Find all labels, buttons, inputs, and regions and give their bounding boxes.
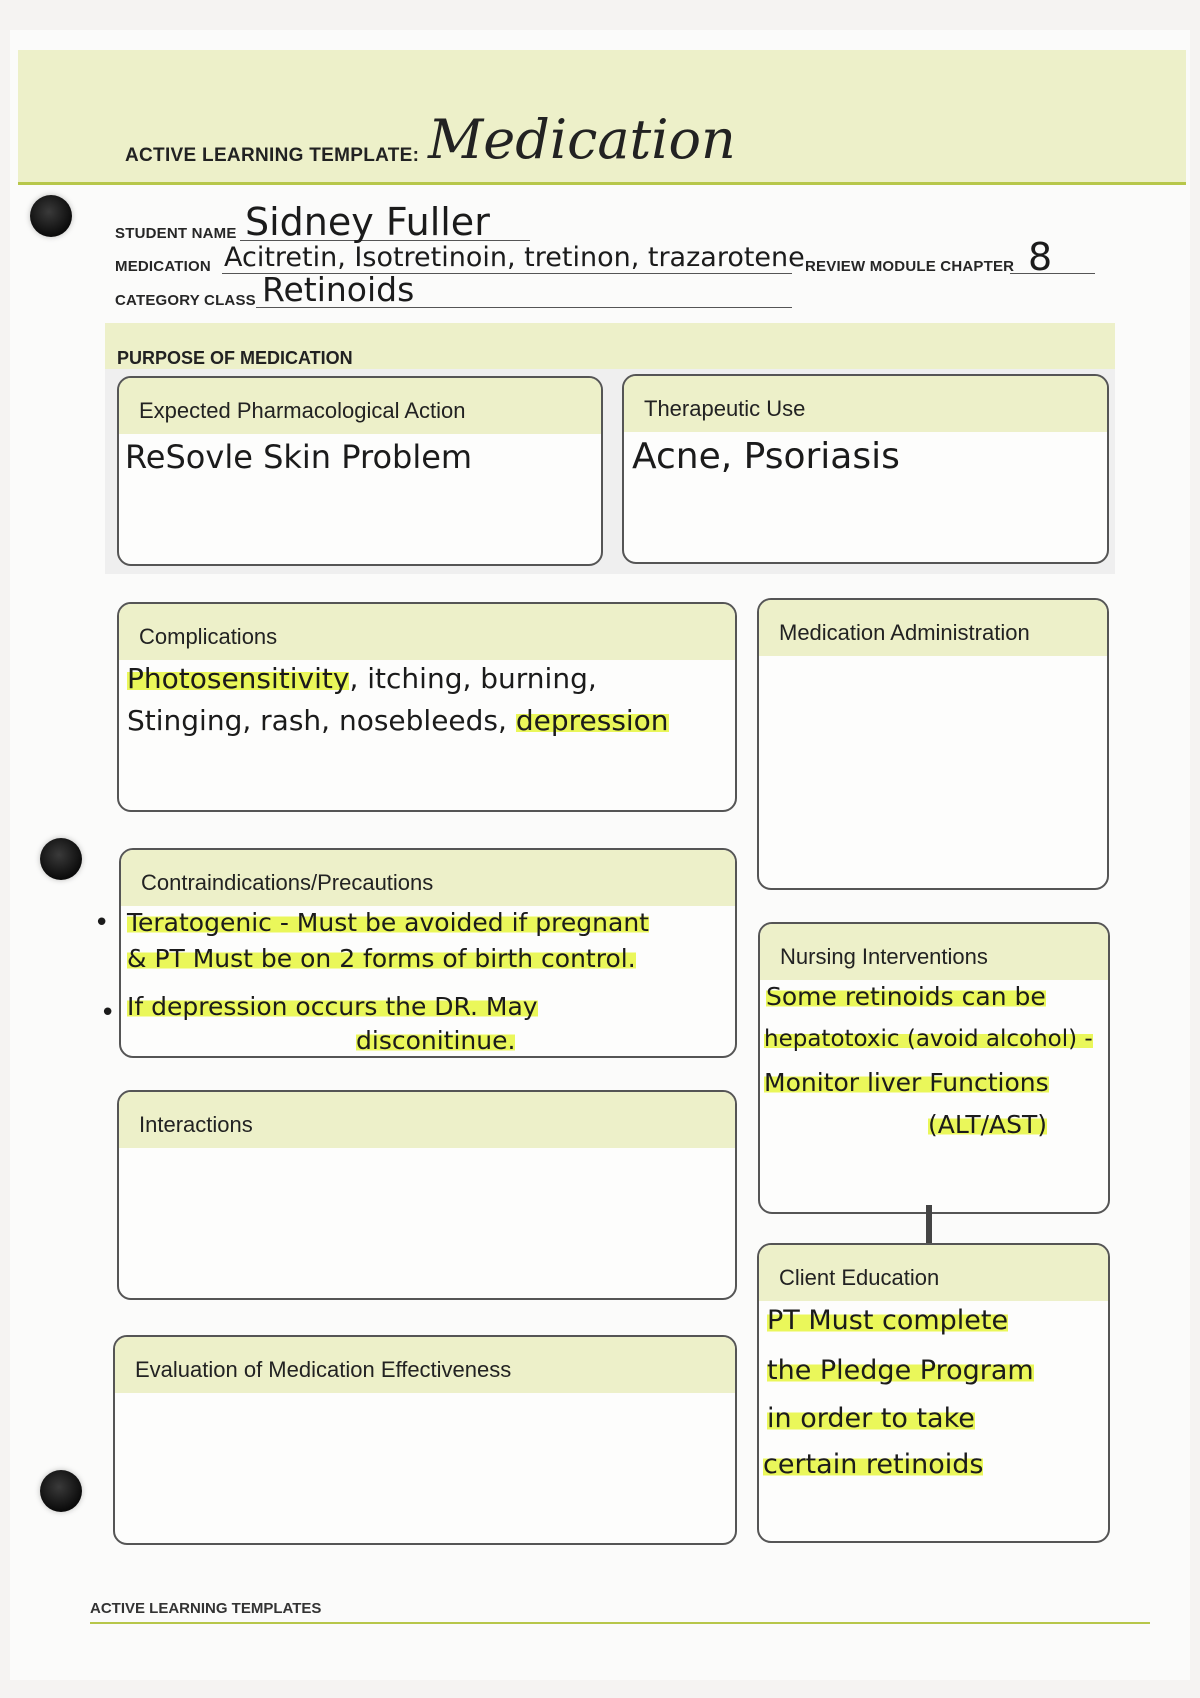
complications-line-1 <box>127 662 597 695</box>
template-prefix: ACTIVE LEARNING TEMPLATE: <box>125 145 420 166</box>
interactions-header <box>119 1092 735 1148</box>
therapeutic-use-box <box>622 374 1109 564</box>
nursing-interventions-title: Nursing Interventions <box>780 944 988 969</box>
medication-value: Acitretin, Isotretinoin, tretinon, trazarotene <box>224 242 805 273</box>
contraindications-title: Contraindications/Precautions <box>141 870 434 895</box>
interactions-box <box>117 1090 737 1300</box>
client-education-line-4-text: certain retinoids <box>763 1449 984 1480</box>
review-module-value: 8 <box>1028 235 1053 279</box>
evaluation-header <box>115 1337 735 1393</box>
template-title: Medication <box>428 108 736 171</box>
client-education-line-3-text: in order to take <box>767 1403 975 1434</box>
client-education-header <box>759 1245 1108 1301</box>
complications-title: Complications <box>139 624 278 649</box>
therapeutic-use-text: Acne, Psoriasis <box>632 436 900 477</box>
client-education-line-1 <box>767 1305 1008 1336</box>
nursing-education-connector <box>926 1205 932 1243</box>
client-education-line-3 <box>767 1403 975 1434</box>
medication-administration-header <box>759 600 1107 656</box>
expected-action-text: ReSovle Skin Problem <box>125 438 473 476</box>
client-education-title: Client Education <box>779 1265 940 1290</box>
therapeutic-use-header <box>624 376 1107 432</box>
complications-highlight-1: Photosensitivity <box>127 662 350 695</box>
complications-text-2: Stinging, rash, nosebleeds, <box>127 704 516 737</box>
medication-label: MEDICATION <box>115 258 211 275</box>
contraindications-line-1: Teratogenic - Must be avoided if pregnant <box>127 908 649 937</box>
therapeutic-use-title: Therapeutic Use <box>644 396 806 421</box>
client-education-box <box>757 1243 1110 1543</box>
nursing-interventions-line-2-text: hepatotoxic (avoid alcohol) - <box>764 1026 1093 1052</box>
student-name-label: STUDENT NAME <box>115 225 237 242</box>
contraindications-line-4: disconitinue. <box>356 1026 516 1055</box>
category-class-label: CATEGORY CLASS <box>115 292 256 309</box>
contraindications-box <box>119 848 737 1058</box>
contraindications-bullet-2: • <box>100 998 116 1028</box>
nursing-interventions-line-3 <box>764 1068 1049 1097</box>
review-module-line <box>1010 273 1095 274</box>
client-education-line-2 <box>767 1355 1034 1386</box>
interactions-title: Interactions <box>139 1112 253 1137</box>
medication-administration-title: Medication Administration <box>779 620 1030 645</box>
nursing-interventions-line-4-text: (ALT/AST) <box>928 1110 1048 1139</box>
complications-text-1: , itching, burning, <box>349 662 597 695</box>
binder-hole-bottom <box>40 1470 82 1512</box>
client-education-line-1-text: PT Must complete <box>767 1305 1009 1336</box>
client-education-line-2-text: the Pledge Program <box>767 1355 1034 1386</box>
evaluation-title: Evaluation of Medication Effectiveness <box>135 1357 512 1382</box>
nursing-interventions-line-3-text: Monitor liver Functions <box>764 1068 1049 1097</box>
client-education-line-4 <box>763 1449 983 1480</box>
contraindications-line-3: If depression occurs the DR. May <box>127 992 538 1021</box>
contraindications-header <box>121 850 735 906</box>
complications-highlight-2: depression <box>515 704 669 737</box>
review-module-label: REVIEW MODULE CHAPTER <box>805 258 1015 275</box>
nursing-interventions-header <box>760 924 1108 980</box>
contraindications-line-2: & PT Must be on 2 forms of birth control. <box>127 944 636 973</box>
footer-label: ACTIVE LEARNING TEMPLATES <box>90 1600 322 1617</box>
expected-action-header <box>119 378 601 434</box>
complications-header <box>119 604 735 660</box>
contraindications-bullet-1: • <box>94 908 110 938</box>
binder-hole-middle <box>40 838 82 880</box>
nursing-interventions-box <box>758 922 1110 1214</box>
nursing-interventions-line-1-text: Some retinoids can be <box>766 982 1046 1011</box>
expected-action-title: Expected Pharmacological Action <box>139 398 466 423</box>
medication-administration-box <box>757 598 1109 890</box>
complications-line-2 <box>127 704 669 737</box>
student-name-value: Sidney Fuller <box>245 200 490 244</box>
nursing-interventions-line-4 <box>928 1110 1047 1139</box>
nursing-interventions-line-1 <box>766 982 1046 1011</box>
purpose-section-label: PURPOSE OF MEDICATION <box>117 348 353 368</box>
category-class-value: Retinoids <box>262 270 415 309</box>
nursing-interventions-line-2 <box>764 1026 1093 1052</box>
complications-box <box>117 602 737 812</box>
footer-rule <box>90 1622 1150 1624</box>
expected-action-box <box>117 376 603 566</box>
evaluation-box <box>113 1335 737 1545</box>
binder-hole-top <box>30 195 72 237</box>
